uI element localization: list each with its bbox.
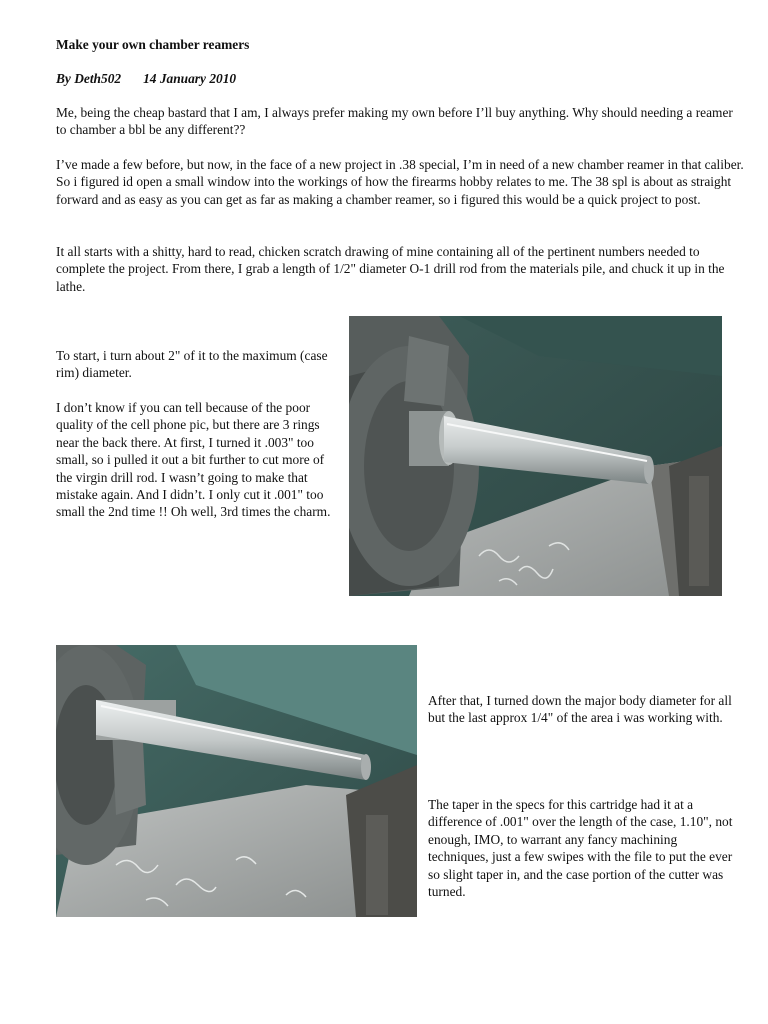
intro-paragraph-2: I’ve made a few before, but now, in the face of a new project in .38 special, I’m in need of a new chamber reamer in that caliber. So i figured id open a small window into the workings of how the firearms hobby relates to me. The 38 spl is about as straight forward and as easy as you can get as far as making a chamber reamer, so i figured this would be a quick project to post. — [56, 157, 744, 207]
article-title: Make your own chamber reamers — [56, 37, 250, 52]
author: By Deth502 — [56, 71, 122, 86]
lathe-photo-1 — [349, 316, 722, 596]
section1-paragraph-1: To start, i turn about 2" of it to the maximum (case rim) diameter. — [56, 348, 328, 381]
byline — [56, 70, 236, 87]
lathe-photo-2-drawing — [56, 645, 417, 917]
section2-paragraph-2: The taper in the specs for this cartridge had it at a difference of .001" over the length of the case, 1.10", not enough, IMO, to warrant any fancy machining techniques, just a few swipes with the file to put the ever so slight taper in, and the case portion of the cutter was turned. — [428, 797, 733, 900]
intro-paragraph-1: Me, being the cheap bastard that I am, I always prefer making my own before I’ll buy anything. Why should needing a reamer to chamber a bbl be any different?? — [56, 105, 733, 138]
section1-paragraph-2: I don’t know if you can tell because of the poor quality of the cell phone pic, but there are 3 rings near the back there. At first, I turned it .003" too small, so i pulled it out a bit further to cut more of the virgin drill rod. I wasn’t going to make that mistake again. And I didn’t. I only cut it .001" too small the 2nd time !! Oh well, 3rd times the charm. — [56, 400, 331, 520]
lathe-photo-2 — [56, 645, 417, 917]
section2-paragraph-1: After that, I turned down the major body diameter for all but the last approx 1/4" of the area i was working with. — [428, 693, 732, 726]
date: 14 January 2010 — [143, 71, 237, 86]
intro-paragraph-3: It all starts with a shitty, hard to read, chicken scratch drawing of mine containing all of the pertinent numbers needed to complete the project. From there, I grab a length of 1/2" diameter O-1 drill rod from the materials pile, and chuck it up in the lathe. — [56, 244, 725, 294]
lathe-photo-1-drawing — [349, 316, 722, 596]
